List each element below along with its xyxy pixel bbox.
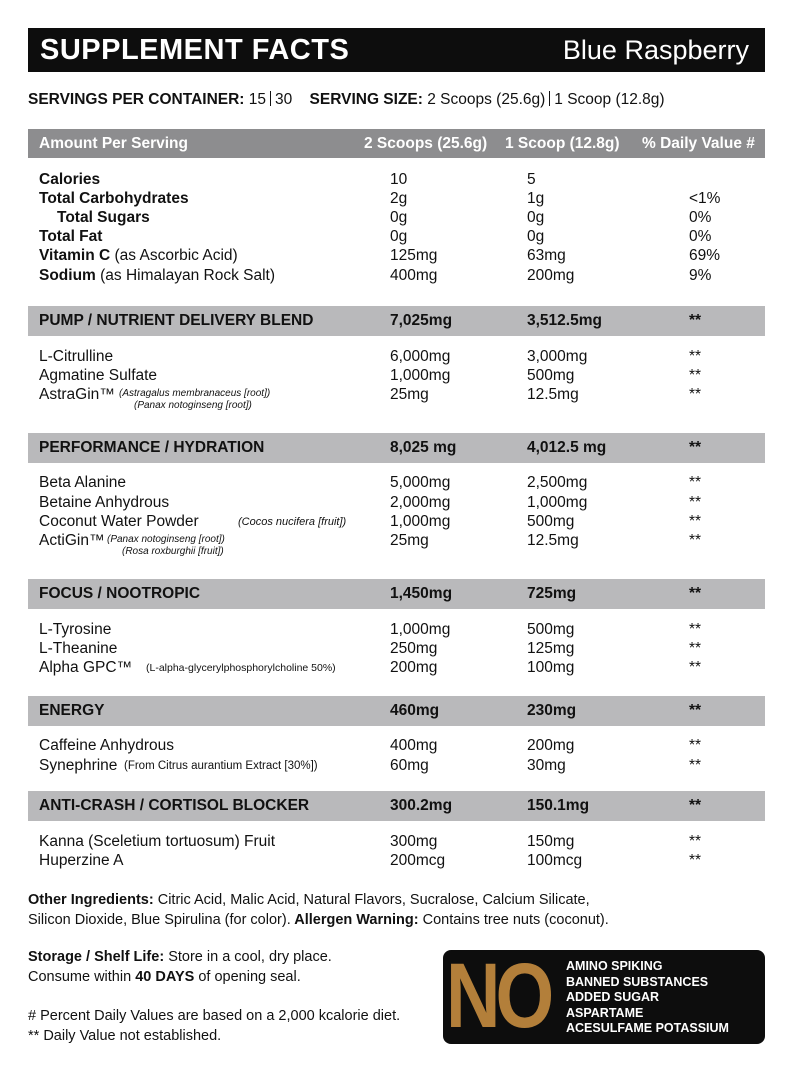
ingredient-value-2-scoops: 400mg [390, 737, 438, 754]
blend-total-2-scoops: 8,025 mg [390, 439, 457, 456]
ingredient-value-1-scoop: 125mg [527, 640, 575, 657]
blend-total-2-scoops: 7,025mg [390, 312, 453, 329]
nutrient-description: (as Ascorbic Acid) [110, 247, 238, 264]
nutrient-row [0, 171, 793, 191]
nutrient-value-1-scoop: 0g [527, 228, 545, 245]
ingredient-row [0, 386, 793, 411]
servings-per-container-label: SERVINGS PER CONTAINER: [28, 91, 245, 108]
ingredient-value-2-scoops: 200mcg [390, 852, 446, 869]
blend-header-pump [28, 306, 765, 336]
no-claims-badge [443, 945, 765, 1047]
nutrient-dv: 0% [689, 228, 712, 245]
ingredient-value-2-scoops: 1,000mg [390, 367, 451, 384]
blend-title: ANTI-CRASH / CORTISOL BLOCKER [39, 797, 310, 814]
nutrient-name: Total Fat [39, 228, 103, 245]
nutrient-label [39, 267, 275, 285]
ingredient-row [0, 621, 793, 641]
ingredient-row [0, 737, 793, 757]
blend-title: PERFORMANCE / HYDRATION [39, 439, 265, 456]
ingredient-value-2-scoops: 25mg [390, 532, 429, 549]
storage-text-1: Store in a cool, dry place. [164, 949, 332, 965]
flavor-name: Blue Raspberry [562, 35, 749, 65]
ingredient-value-1-scoop: 150mg [527, 833, 575, 850]
no-claim-item: ASPARTAME [566, 1005, 644, 1020]
no-claims-list [566, 959, 729, 1037]
blend-total-1-scoop: 725mg [527, 585, 577, 602]
ingredient-value-2-scoops: 250mg [390, 640, 438, 657]
storage-days: 40 DAYS [135, 969, 195, 985]
separator [549, 91, 550, 106]
nutrient-name: Calories [39, 171, 101, 188]
blend-total-2-scoops: 300.2mg [390, 797, 453, 814]
daily-value-footnote: # Percent Daily Values are based on a 2,000 kcalorie diet. [28, 1008, 401, 1024]
ingredient-value-1-scoop: 500mg [527, 367, 575, 384]
ingredient-row [0, 474, 793, 494]
ingredient-value-1-scoop: 100mg [527, 659, 575, 676]
ingredient-value-2-scoops: 6,000mg [390, 348, 451, 365]
label-title: SUPPLEMENT FACTS [40, 34, 350, 66]
serving-size-a: 2 Scoops (25.6g) [427, 91, 546, 108]
nutrient-value-1-scoop: 5 [527, 171, 536, 188]
blend-title: PUMP / NUTRIENT DELIVERY BLEND [39, 312, 314, 329]
ingredient-name: L-Theanine [39, 640, 118, 657]
blend-total-1-scoop: 3,512.5mg [527, 312, 602, 329]
nutrient-value-2-scoops: 400mg [390, 267, 438, 284]
column-two-scoops: 2 Scoops (25.6g) [364, 135, 488, 152]
blend-dv: ** [689, 702, 702, 719]
column-daily-value: % Daily Value # [642, 135, 755, 152]
blend-header-energy [28, 696, 765, 726]
ingredient-value-2-scoops: 60mg [390, 757, 429, 774]
allergen-label: Allergen Warning: [290, 912, 419, 928]
ingredient-value-1-scoop: 500mg [527, 513, 575, 530]
ingredient-value-1-scoop: 30mg [527, 757, 566, 774]
ingredient-row [0, 833, 793, 853]
serving-size-b: 1 Scoop (12.8g) [554, 91, 665, 108]
nutrient-value-2-scoops: 10 [390, 171, 408, 188]
allergen-text: Contains tree nuts (coconut). [418, 912, 609, 928]
ingredient-dv: ** [689, 367, 702, 384]
ingredient-dv: ** [689, 532, 702, 549]
blend-total-1-scoop: 4,012.5 mg [527, 439, 607, 456]
storage-info [28, 947, 332, 987]
no-claim-item: AMINO SPIKING [566, 959, 663, 973]
ingredient-row [0, 659, 793, 679]
ingredient-value-1-scoop: 100mcg [527, 852, 583, 869]
ingredient-dv: ** [689, 348, 702, 365]
ingredient-value-1-scoop: 500mg [527, 621, 575, 638]
nutrient-name: Sodium [39, 267, 96, 284]
ingredient-source: (Cocos nucifera [fruit]) [238, 516, 347, 528]
nutrient-row [0, 209, 793, 229]
ingredient-source-2: (Panax notoginseng [root]) [134, 400, 252, 411]
nutrient-dv: 0% [689, 209, 712, 226]
label-header [28, 28, 765, 72]
column-one-scoop: 1 Scoop (12.8g) [505, 135, 620, 152]
storage-label: Storage / Shelf Life: [28, 949, 165, 965]
ingredient-value-2-scoops: 1,000mg [390, 621, 451, 638]
ingredient-dv: ** [689, 757, 702, 774]
separator [270, 91, 271, 106]
no-claim-item: ADDED SUGAR [566, 990, 660, 1004]
ingredient-value-2-scoops: 200mg [390, 659, 438, 676]
nutrient-label [39, 247, 238, 265]
ingredient-name: Kanna (Sceletium tortuosum) Fruit [39, 833, 276, 850]
column-amount: Amount Per Serving [39, 135, 188, 152]
ingredient-name: Huperzine A [39, 852, 124, 869]
nutrient-value-1-scoop: 0g [527, 209, 545, 226]
blend-dv: ** [689, 312, 702, 329]
nutrient-dv: <1% [689, 190, 721, 207]
nutrient-value-2-scoops: 125mg [390, 247, 438, 264]
nutrient-name: Total Carbohydrates [39, 190, 189, 207]
ingredient-row [0, 757, 793, 777]
no-logo-text: NO [446, 945, 550, 1047]
ingredient-value-2-scoops: 25mg [390, 386, 429, 403]
ingredient-row [0, 852, 793, 872]
ingredient-value-1-scoop: 12.5mg [527, 532, 579, 549]
ingredient-dv: ** [689, 386, 702, 403]
ingredient-name: Caffeine Anhydrous [39, 737, 175, 754]
nutrient-row [0, 247, 793, 267]
nutrient-name: Total Sugars [57, 209, 150, 226]
nutrient-row [0, 228, 793, 248]
storage-line-2 [28, 967, 332, 987]
ingredient-row [0, 348, 793, 368]
ingredient-dv: ** [689, 833, 702, 850]
ingredient-dv: ** [689, 640, 702, 657]
ingredient-value-2-scoops: 300mg [390, 833, 438, 850]
other-ingredients [28, 890, 609, 930]
servings-count-a: 15 [248, 91, 267, 108]
other-ingredients-text-1: Citric Acid, Malic Acid, Natural Flavors, Sucralose, Calcium Silicate, [153, 892, 590, 908]
ingredient-name: Betaine Anhydrous [39, 494, 170, 511]
ingredient-value-2-scoops: 1,000mg [390, 513, 451, 530]
column-header [28, 129, 765, 158]
nutrient-name: Vitamin C [39, 247, 111, 264]
ingredient-name: L-Tyrosine [39, 621, 112, 638]
servings-line [28, 91, 665, 109]
nutrient-value-2-scoops: 0g [390, 228, 408, 245]
blend-total-2-scoops: 460mg [390, 702, 440, 719]
blend-title: ENERGY [39, 702, 105, 719]
other-ingredients-line-1 [28, 890, 609, 910]
ingredient-dv: ** [689, 737, 702, 754]
blend-header-anti-crash [28, 791, 765, 821]
ingredient-source-1: (Panax notoginseng [root]) [107, 534, 225, 545]
nutrient-value-2-scoops: 0g [390, 209, 408, 226]
ingredient-row [0, 532, 793, 557]
ingredient-name: AstraGin™ [39, 386, 115, 403]
nutrient-description: (as Himalayan Rock Salt) [95, 267, 276, 284]
ingredient-name: ActiGin™ [39, 532, 105, 549]
ingredient-value-2-scoops: 2,000mg [390, 494, 451, 511]
ingredient-source-1: (Astragalus membranaceus [root]) [119, 388, 271, 399]
ingredient-name: Alpha GPC™ [39, 659, 133, 676]
ingredient-value-2-scoops: 5,000mg [390, 474, 451, 491]
blend-dv: ** [689, 439, 702, 456]
storage-text-2a: Consume within [28, 969, 136, 985]
ingredient-value-1-scoop: 3,000mg [527, 348, 588, 365]
ingredient-row [0, 367, 793, 387]
ingredient-dv: ** [689, 852, 702, 869]
no-claim-item: ACESULFAME POTASSIUM [566, 1021, 729, 1035]
ingredient-source: (L-alpha-glycerylphosphorylcholine 50%) [146, 662, 336, 674]
blend-header-focus [28, 579, 765, 609]
nutrient-row [0, 267, 793, 287]
no-claim-item: BANNED SUBSTANCES [566, 974, 709, 989]
ingredient-value-1-scoop: 1,000mg [527, 494, 588, 511]
ingredient-row [0, 513, 793, 533]
storage-text-2b: of opening seal. [194, 969, 301, 985]
ingredient-value-1-scoop: 2,500mg [527, 474, 588, 491]
blend-dv: ** [689, 585, 702, 602]
ingredient-dv: ** [689, 621, 702, 638]
blend-total-1-scoop: 230mg [527, 702, 577, 719]
not-established-footnote: ** Daily Value not established. [28, 1028, 222, 1044]
ingredient-name: Synephrine [39, 757, 118, 774]
nutrient-value-2-scoops: 2g [390, 190, 408, 207]
nutrient-value-1-scoop: 63mg [527, 247, 566, 264]
blend-header-performance [28, 433, 765, 463]
nutrient-dv: 69% [689, 247, 721, 264]
ingredient-source: (From Citrus aurantium Extract [30%]) [124, 760, 318, 772]
ingredient-name: Agmatine Sulfate [39, 367, 158, 384]
storage-line-1 [28, 947, 332, 967]
servings-count-b: 30 [275, 91, 293, 108]
nutrient-row [0, 190, 793, 210]
ingredient-value-1-scoop: 200mg [527, 737, 575, 754]
blend-total-2-scoops: 1,450mg [390, 585, 453, 602]
other-ingredients-line-2 [28, 910, 609, 930]
blend-dv: ** [689, 797, 702, 814]
ingredient-source-2: (Rosa roxburghii [fruit]) [122, 546, 224, 557]
ingredient-dv: ** [689, 494, 702, 511]
ingredient-name: Coconut Water Powder [39, 513, 199, 530]
ingredient-name: L-Citrulline [39, 348, 114, 365]
nutrient-dv: 9% [689, 267, 712, 284]
blend-title: FOCUS / NOOTROPIC [39, 585, 201, 602]
other-ingredients-label: Other Ingredients: [28, 892, 154, 908]
other-ingredients-text-2: Silicon Dioxide, Blue Spirulina (for color). [28, 912, 291, 928]
ingredient-row [0, 494, 793, 514]
ingredient-dv: ** [689, 513, 702, 530]
nutrient-value-1-scoop: 1g [527, 190, 545, 207]
ingredient-value-1-scoop: 12.5mg [527, 386, 579, 403]
ingredient-row [0, 640, 793, 660]
blend-total-1-scoop: 150.1mg [527, 797, 590, 814]
serving-size-label: SERVING SIZE: [309, 91, 423, 108]
nutrient-value-1-scoop: 200mg [527, 267, 575, 284]
ingredient-dv: ** [689, 474, 702, 491]
ingredient-dv: ** [689, 659, 702, 676]
ingredient-name: Beta Alanine [39, 474, 127, 491]
